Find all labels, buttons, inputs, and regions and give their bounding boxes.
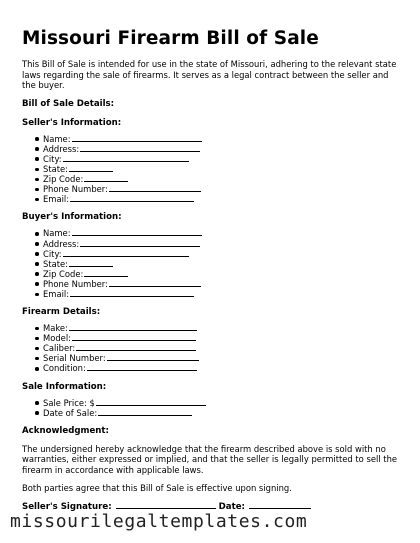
seller-email-field[interactable]: Email: [36, 194, 402, 204]
blank-line [107, 353, 199, 361]
date-line[interactable] [249, 500, 311, 509]
buyer-fields [22, 228, 402, 299]
buyer-state-field[interactable]: State: [36, 259, 402, 269]
blank-line [80, 239, 200, 247]
sale-fields [22, 398, 402, 418]
seller-fields [22, 134, 402, 205]
blank-line [69, 259, 113, 267]
details-heading: Bill of Sale Details: [22, 98, 115, 109]
buyer-email-field[interactable]: Email: [36, 289, 402, 299]
blank-line [76, 343, 196, 351]
seller-heading: Seller's Information: [22, 117, 122, 128]
blank-line [72, 228, 202, 236]
seller-signature-line[interactable] [116, 500, 216, 509]
blank-line [63, 249, 189, 257]
agreement-text: Both parties agree that this Bill of Sale is effective upon signing. [22, 482, 292, 493]
watermark: missourilegaltemplates.com [10, 511, 308, 532]
buyer-address-field[interactable]: Address: [36, 239, 402, 249]
sale-price-field[interactable]: Sale Price: $ [36, 398, 402, 408]
seller-signature-label: Seller's Signature: [22, 502, 112, 513]
firearm-make-field[interactable]: Make: [36, 323, 402, 333]
blank-line [70, 289, 194, 297]
buyer-heading: Buyer's Information: [22, 212, 122, 223]
blank-line [87, 363, 197, 371]
blank-line [80, 144, 200, 152]
sale-date-field[interactable]: Date of Sale: [36, 408, 402, 418]
blank-line [72, 134, 202, 142]
firearm-heading: Firearm Details: [22, 307, 101, 318]
intro-paragraph: This Bill of Sale is intended for use in the state of Missouri, adhering to the relevant state laws regarding the sale of firearms. It serves as a legal contract between the seller and the buyer. [22, 59, 397, 91]
blank-line [69, 323, 197, 331]
sale-heading: Sale Information: [22, 381, 107, 392]
acknowledgment-text: The undersigned hereby acknowledge that the firearm described above is sold with no warranties, either expressed or implied, and that the seller is legally permitted to sell the firearm in accordance with applicable laws. [22, 443, 398, 475]
blank-line [63, 154, 189, 162]
blank-line [109, 279, 201, 287]
date-label: Date: [218, 502, 245, 513]
document-title: Missouri Firearm Bill of Sale [22, 28, 319, 49]
firearm-serial-field[interactable]: Serial Number: [36, 353, 402, 363]
blank-line [109, 184, 201, 192]
seller-phone-field[interactable]: Phone Number: [36, 184, 402, 194]
seller-city-field[interactable]: City: [36, 154, 402, 164]
firearm-model-field[interactable]: Model: [36, 333, 402, 343]
buyer-phone-field[interactable]: Phone Number: [36, 279, 402, 289]
buyer-name-field[interactable]: Name: [36, 228, 402, 238]
blank-line [96, 398, 206, 406]
firearm-condition-field[interactable]: Condition: [36, 363, 402, 373]
seller-zip-field[interactable]: Zip Code: [36, 174, 402, 184]
firearm-fields [22, 323, 402, 373]
buyer-city-field[interactable]: City: [36, 249, 402, 259]
blank-line [84, 174, 128, 182]
buyer-zip-field[interactable]: Zip Code: [36, 269, 402, 279]
document-page [22, 28, 402, 512]
blank-line [70, 194, 194, 202]
blank-line [84, 269, 128, 277]
seller-state-field[interactable]: State: [36, 164, 402, 174]
blank-line [98, 408, 192, 416]
seller-name-field[interactable]: Name: [36, 134, 402, 144]
firearm-caliber-field[interactable]: Caliber: [36, 343, 402, 353]
blank-line [72, 333, 196, 341]
blank-line [69, 164, 113, 172]
acknowledgment-heading: Acknowledgment: [22, 425, 109, 436]
seller-address-field[interactable]: Address: [36, 144, 402, 154]
